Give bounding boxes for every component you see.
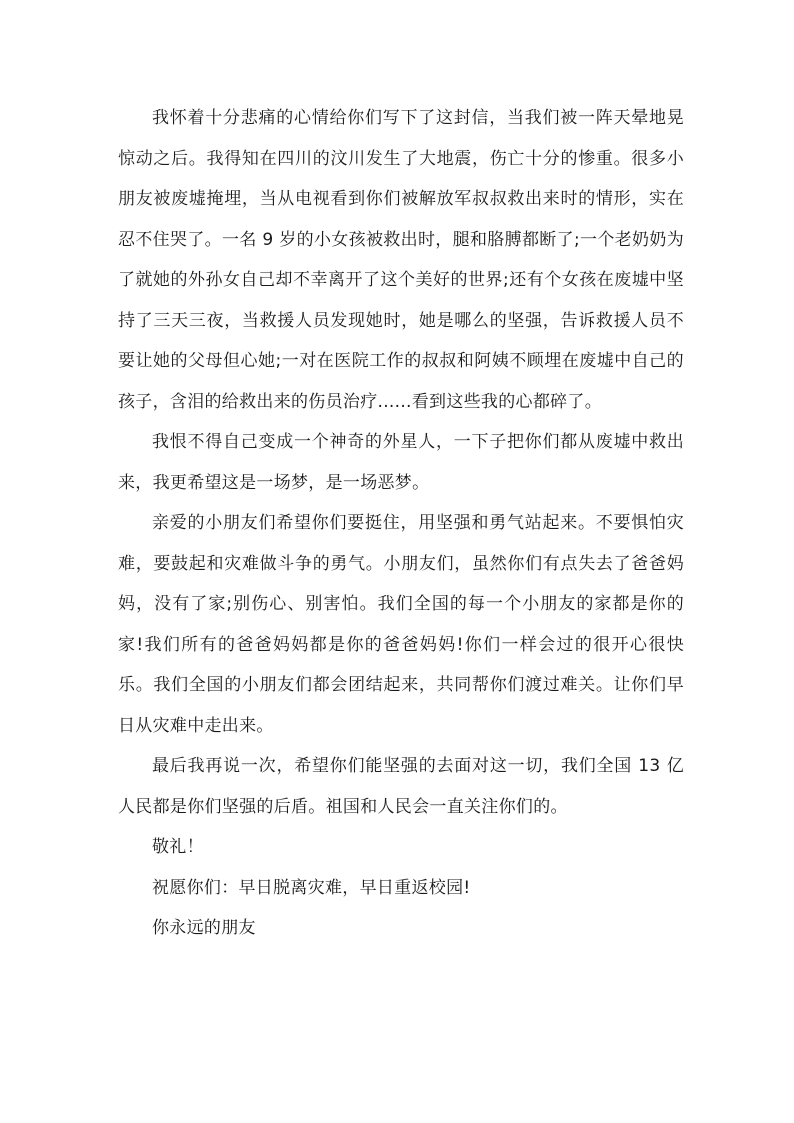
signature: 你永远的朋友 xyxy=(152,918,256,938)
salutation: 敬礼！ xyxy=(152,837,204,857)
paragraph-wish: 我恨不得自己变成一个神奇的外星人，一下子把你们都从废墟中救出来，我更希望这是一场梦，是一场恶梦。 xyxy=(118,432,684,493)
paragraph-encouragement: 亲爱的小朋友们希望你们要挺住，用坚强和勇气站起来。不要惧怕灾难，要鼓起和灾难做斗争的勇气。小朋友们，虽然你们有点失去了爸爸妈妈，没有了家;别伤心、别害怕。我们全国的每一个小朋友的家都是你的家!我们所有的爸爸妈妈都是你的爸爸妈妈!你们一样会过的很开心很快乐。我们全国的小朋友们都会团结起来，共同帮你们渡过难关。让你们早日从灾难中走出来。 xyxy=(118,513,684,736)
paragraph-closing: 最后我再说一次，希望你们能坚强的去面对这一切，我们全国 13 亿人民都是你们坚强的后盾。祖国和人民会一直关注你们的。 xyxy=(118,756,684,817)
letter-body xyxy=(118,98,684,949)
blessing: 祝愿你们：早日脱离灾难，早日重返校园! xyxy=(152,877,471,898)
paragraph-intro: 我怀着十分悲痛的心情给你们写下了这封信，当我们被一阵天晕地晃惊动之后。我得知在四川的汶川发生了大地震，伤亡十分的惨重。很多小朋友被废墟掩埋，当从电视看到你们被解放军叔叔救出来时的情形，实在忍不住哭了。一名 9 岁的小女孩被救出时，腿和胳膊都断了;一个老奶奶为了就她的外孙女自己却不幸离开了这个美好的世界;还有个女孩在废墟中坚持了三天三夜，当救援人员发现她时，她是哪么的坚强，告诉救援人员不要让她的父母但心她;一对在医院工作的叔叔和阿姨不顾埋在废墟中自己的孩子，含泪的给救出来的伤员治疗......看到这些我的心都碎了。 xyxy=(118,108,684,412)
